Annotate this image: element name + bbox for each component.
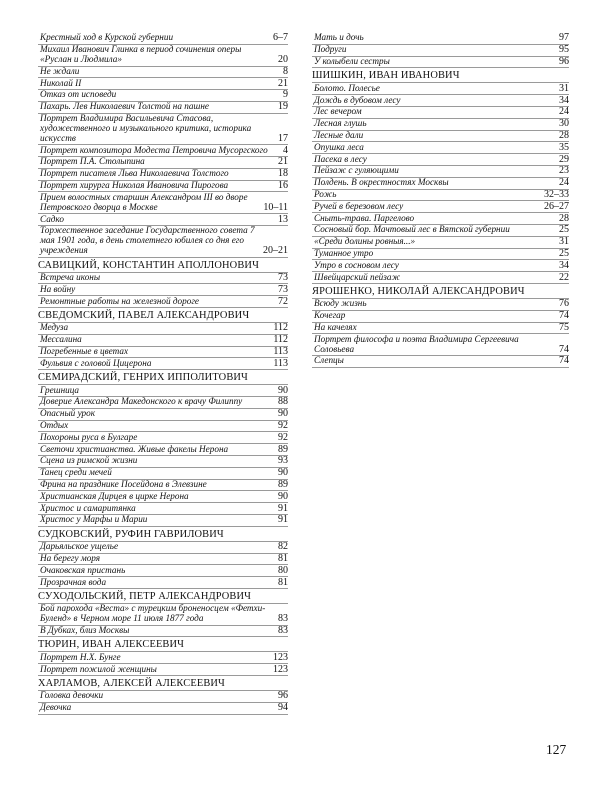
page-reference: 123 <box>273 651 288 663</box>
index-entry <box>312 201 569 213</box>
index-entry <box>312 33 569 45</box>
index-entry <box>38 664 288 676</box>
page-reference: 23 <box>559 165 569 177</box>
artwork-title: Головка девочки <box>40 690 104 701</box>
artwork-title: Доверие Александра Македонского к врачу Филиппу <box>40 396 243 407</box>
index-entry <box>312 213 569 225</box>
index-entry <box>38 67 288 79</box>
artwork-title: Рожь <box>314 188 337 199</box>
index-entry <box>38 577 288 589</box>
page-reference: 91 <box>278 502 288 514</box>
artwork-title: Дарьяльское ущелье <box>40 541 119 552</box>
index-entry <box>312 107 569 119</box>
page-reference: 89 <box>278 478 288 490</box>
page-reference: 81 <box>278 576 288 588</box>
index-entry <box>38 358 288 370</box>
index-entry <box>38 33 288 45</box>
page-reference: 4 <box>283 144 288 156</box>
page-reference: 96 <box>559 55 569 67</box>
index-entry <box>312 95 569 107</box>
page-reference: 112 <box>273 334 288 346</box>
index-entry <box>38 397 288 409</box>
index-entry <box>38 565 288 577</box>
artwork-title: Опасный урок <box>40 408 96 419</box>
index-entry <box>38 114 288 146</box>
artwork-title: Николай II <box>40 77 82 88</box>
artwork-title: Отдых <box>40 419 69 430</box>
page-reference: 113 <box>273 345 288 357</box>
page-reference: 26–27 <box>544 200 569 212</box>
index-entry <box>38 604 288 626</box>
index-entry <box>38 214 288 226</box>
artwork-title: Портрет философа и поэта Владимира Сергеевича Соловьева <box>314 333 519 354</box>
index-entry <box>38 480 288 492</box>
artwork-title: Христос и самаритянка <box>40 502 136 513</box>
index-entry <box>38 385 288 397</box>
index-entry <box>38 703 288 715</box>
index-entry <box>312 142 569 154</box>
page-reference: 6–7 <box>273 32 288 44</box>
artwork-title: Опушка леса <box>314 141 364 152</box>
artwork-title: Танец среди мечей <box>40 467 112 478</box>
page-reference: 92 <box>278 419 288 431</box>
page-reference: 74 <box>559 310 569 322</box>
page-reference: 18 <box>278 168 288 180</box>
page-reference: 76 <box>559 298 569 310</box>
artwork-title: Погребенные в цветах <box>40 345 129 356</box>
page-reference: 35 <box>559 141 569 153</box>
index-entry <box>38 284 288 296</box>
artwork-title: Мать и дочь <box>314 32 364 43</box>
page-reference: 17 <box>278 132 288 144</box>
artist-heading: САВИЦКИЙ, КОНСТАНТИН АПОЛЛОНОВИЧ <box>38 258 288 273</box>
artwork-title: Всюду жизнь <box>314 298 367 309</box>
page-number: 127 <box>546 742 567 757</box>
page-reference: 94 <box>278 702 288 714</box>
artwork-title: Встреча иконы <box>40 271 101 282</box>
page-reference: 83 <box>278 613 288 625</box>
index-entry <box>38 691 288 703</box>
artwork-title: Сныть-трава. Паргелово <box>314 212 415 223</box>
index-entry <box>38 421 288 433</box>
page-reference: 83 <box>278 625 288 637</box>
page-reference: 32–33 <box>544 188 569 200</box>
artist-heading: ТЮРИН, ИВАН АЛЕКСЕЕВИЧ <box>38 637 288 652</box>
page-reference: 13 <box>278 213 288 225</box>
artwork-title: Портрет писателя Льва Николаевича Толстого <box>40 168 229 179</box>
page-reference: 10–11 <box>263 201 288 213</box>
artwork-title: Ручей в березовом лесу <box>314 200 404 211</box>
artwork-title: У колыбели сестры <box>314 55 390 66</box>
page-reference: 112 <box>273 322 288 334</box>
artwork-title: Пейзаж с гуляющими <box>314 165 399 176</box>
index-entry <box>38 78 288 90</box>
page-reference: 16 <box>278 180 288 192</box>
index-entry <box>38 335 288 347</box>
artwork-title: Подруги <box>314 44 347 55</box>
page-reference: 34 <box>559 259 569 271</box>
artwork-title: Светочи христианства. Живые факелы Нерона <box>40 443 229 454</box>
page-reference: 73 <box>278 283 288 295</box>
page-reference: 25 <box>559 224 569 236</box>
index-entry <box>38 102 288 114</box>
artwork-title: Торжественное заседание Государственного совета 7 мая 1901 года, в день столетнего юбилея со дня его учреждения <box>40 225 255 256</box>
artwork-title: Пасека в лесу <box>314 153 367 164</box>
page-reference: 93 <box>278 455 288 467</box>
artwork-title: Отказ от исповеди <box>40 89 117 100</box>
artwork-title: Швейцарский пейзаж <box>314 271 400 282</box>
index-entry <box>312 311 569 323</box>
index-entry <box>312 272 569 284</box>
artwork-title: Прием волостных старшин Александром III во дворе Петровского дворца в Москве <box>40 191 248 212</box>
page-reference: 123 <box>273 663 288 675</box>
artwork-title: Портрет П.А. Столыпина <box>40 156 145 167</box>
artwork-title: Сосновый бор. Мачтовый лес в Вятской губернии <box>314 224 510 235</box>
page-reference: 92 <box>278 431 288 443</box>
index-entry <box>38 192 288 214</box>
index-entry <box>38 323 288 335</box>
page-reference: 81 <box>278 552 288 564</box>
artwork-title: Ремонтные работы на железной дороге <box>40 295 199 306</box>
artwork-title: Портрет Владимира Васильевича Стасова, художественного и музыкального критика, историка искусств <box>40 113 252 143</box>
artist-heading: СУХОДОЛЬСКИЙ, ПЕТР АЛЕКСАНДРОВИЧ <box>38 589 288 604</box>
index-entry <box>312 57 569 69</box>
index-entry <box>312 249 569 261</box>
page-reference: 30 <box>559 118 569 130</box>
artwork-title: В Дубках, близ Москвы <box>40 625 130 636</box>
artwork-title: Дождь в дубовом лесу <box>314 94 401 105</box>
page-reference: 91 <box>278 514 288 526</box>
index-entry <box>312 131 569 143</box>
index-entry <box>38 444 288 456</box>
page-reference: 22 <box>559 271 569 283</box>
artwork-title: Туманное утро <box>314 247 374 258</box>
artwork-title: Христос у Марфы и Марии <box>40 514 148 525</box>
artwork-title: Не ждали <box>40 65 80 76</box>
artwork-title: Мессалина <box>40 334 82 345</box>
page-reference: 20–21 <box>263 245 288 257</box>
index-entry <box>312 154 569 166</box>
page-reference: 28 <box>559 129 569 141</box>
artwork-title: Кочегар <box>314 310 346 321</box>
artwork-title: На берегу моря <box>40 552 101 563</box>
index-entry <box>38 226 288 258</box>
page-reference: 75 <box>559 321 569 333</box>
index-entry <box>38 491 288 503</box>
artwork-title: Лесные дали <box>314 129 364 140</box>
artwork-title: Похороны руса в Булгаре <box>40 431 138 442</box>
page-reference: 8 <box>283 65 288 77</box>
page-reference: 90 <box>278 467 288 479</box>
page-reference: 31 <box>559 82 569 94</box>
index-entry <box>38 468 288 480</box>
page-reference: 25 <box>559 247 569 259</box>
index-entry <box>38 503 288 515</box>
artwork-title: «Среди долины ровныя...» <box>314 236 416 247</box>
index-entry <box>38 157 288 169</box>
index-entry <box>38 181 288 193</box>
artwork-title: Пахарь. Лев Николаевич Толстой на пашне <box>40 101 209 112</box>
index-entry <box>38 347 288 359</box>
artwork-title: Михаил Иванович Глинка в период сочинения оперы «Руслан и Людмила» <box>40 44 242 65</box>
index-entry <box>38 456 288 468</box>
page-reference: 96 <box>278 690 288 702</box>
artist-heading: ЯРОШЕНКО, НИКОЛАЙ АЛЕКСАНДРОВИЧ <box>312 284 569 299</box>
page-reference: 97 <box>559 32 569 44</box>
artist-heading: СВЕДОМСКИЙ, ПАВЕЛ АЛЕКСАНДРОВИЧ <box>38 308 288 323</box>
index-entry <box>312 45 569 57</box>
artwork-title: Грешница <box>40 384 80 395</box>
page-reference: 21 <box>278 77 288 89</box>
artist-heading: ШИШКИН, ИВАН ИВАНОВИЧ <box>312 68 569 83</box>
page-reference: 74 <box>559 355 569 367</box>
index-entry <box>312 178 569 190</box>
index-entry <box>38 145 288 157</box>
page-reference: 24 <box>559 106 569 118</box>
page-reference: 82 <box>278 541 288 553</box>
index-entry <box>38 554 288 566</box>
artwork-title: На войну <box>40 283 76 294</box>
index-entry <box>38 542 288 554</box>
index-entry <box>38 169 288 181</box>
page-reference: 29 <box>559 153 569 165</box>
index-entry <box>312 119 569 131</box>
artwork-title: Портрет Н.Х. Бунге <box>40 651 121 662</box>
page-reference: 95 <box>559 44 569 56</box>
index-entry <box>38 432 288 444</box>
index-column-left <box>38 33 288 715</box>
index-entry <box>312 225 569 237</box>
artwork-title: Лесная глушь <box>314 118 367 129</box>
index-entry <box>38 626 288 638</box>
page-reference: 19 <box>278 101 288 113</box>
artwork-title: Очаковская пристань <box>40 564 126 575</box>
index-entry <box>312 190 569 202</box>
artwork-title: Портрет пожилой женщины <box>40 663 157 674</box>
artist-heading: ХАРЛАМОВ, АЛЕКСЕЙ АЛЕКСЕЕВИЧ <box>38 676 288 691</box>
artist-heading: СЕМИРАДСКИЙ, ГЕНРИХ ИППОЛИТОВИЧ <box>38 370 288 385</box>
page-reference: 20 <box>278 54 288 66</box>
artwork-title: Портрет композитора Модеста Петровича Мусоргского <box>40 144 268 155</box>
index-entry <box>312 260 569 272</box>
artwork-title: Садко <box>40 213 64 224</box>
page-reference: 21 <box>278 156 288 168</box>
page-reference: 28 <box>559 212 569 224</box>
artwork-title: Утро в сосновом лесу <box>314 259 399 270</box>
page-reference: 90 <box>278 490 288 502</box>
artwork-title: Бой парохода «Веста» с турецким броненосцем «Фетхи-Буленд» в Черном море 11 июля 1877 года <box>40 603 266 624</box>
page-reference: 90 <box>278 384 288 396</box>
index-entry <box>38 45 288 67</box>
index-column-right <box>312 33 569 368</box>
artwork-title: Прозрачная вода <box>40 576 107 587</box>
index-entry <box>312 299 569 311</box>
artwork-title: Сцена из римской жизни <box>40 455 138 466</box>
artwork-title: На качелях <box>314 321 357 332</box>
page-reference: 113 <box>273 357 288 369</box>
page-reference: 34 <box>559 94 569 106</box>
page-reference: 90 <box>278 408 288 420</box>
index-entry <box>312 356 569 368</box>
index-entry <box>312 323 569 335</box>
artwork-title: Девочка <box>40 702 72 713</box>
page-reference: 89 <box>278 443 288 455</box>
index-entry <box>312 83 569 95</box>
artist-heading: СУДКОВСКИЙ, РУФИН ГАВРИЛОВИЧ <box>38 527 288 542</box>
artwork-title: Портрет хирурга Николая Ивановича Пирогова <box>40 180 229 191</box>
page-reference: 88 <box>278 396 288 408</box>
index-entry <box>312 166 569 178</box>
index-entry <box>38 90 288 102</box>
page-reference: 73 <box>278 271 288 283</box>
index-entry <box>38 409 288 421</box>
page-reference: 80 <box>278 564 288 576</box>
artwork-title: Фрина на празднике Посейдона в Элевзине <box>40 478 207 489</box>
artwork-title: Полдень. В окрестностях Москвы <box>314 177 449 188</box>
index-entry <box>312 334 569 356</box>
artwork-title: Медуза <box>40 322 69 333</box>
artwork-title: Лес вечером <box>314 106 362 117</box>
page-reference: 9 <box>283 89 288 101</box>
artwork-title: Слепцы <box>314 355 344 366</box>
artwork-title: Болото. Полесье <box>314 82 380 93</box>
artwork-title: Христианская Дирцея в цирке Нерона <box>40 490 189 501</box>
index-entry <box>312 237 569 249</box>
index-entry <box>38 273 288 285</box>
page-reference: 31 <box>559 236 569 248</box>
page-reference: 24 <box>559 177 569 189</box>
artwork-title: Фульвия с головой Цицерона <box>40 357 152 368</box>
page-reference: 72 <box>278 295 288 307</box>
index-entry <box>38 515 288 527</box>
page-reference: 74 <box>559 343 569 355</box>
artwork-title: Крестный ход в Курской губернии <box>40 32 174 43</box>
index-entry <box>38 652 288 664</box>
index-entry <box>38 296 288 308</box>
